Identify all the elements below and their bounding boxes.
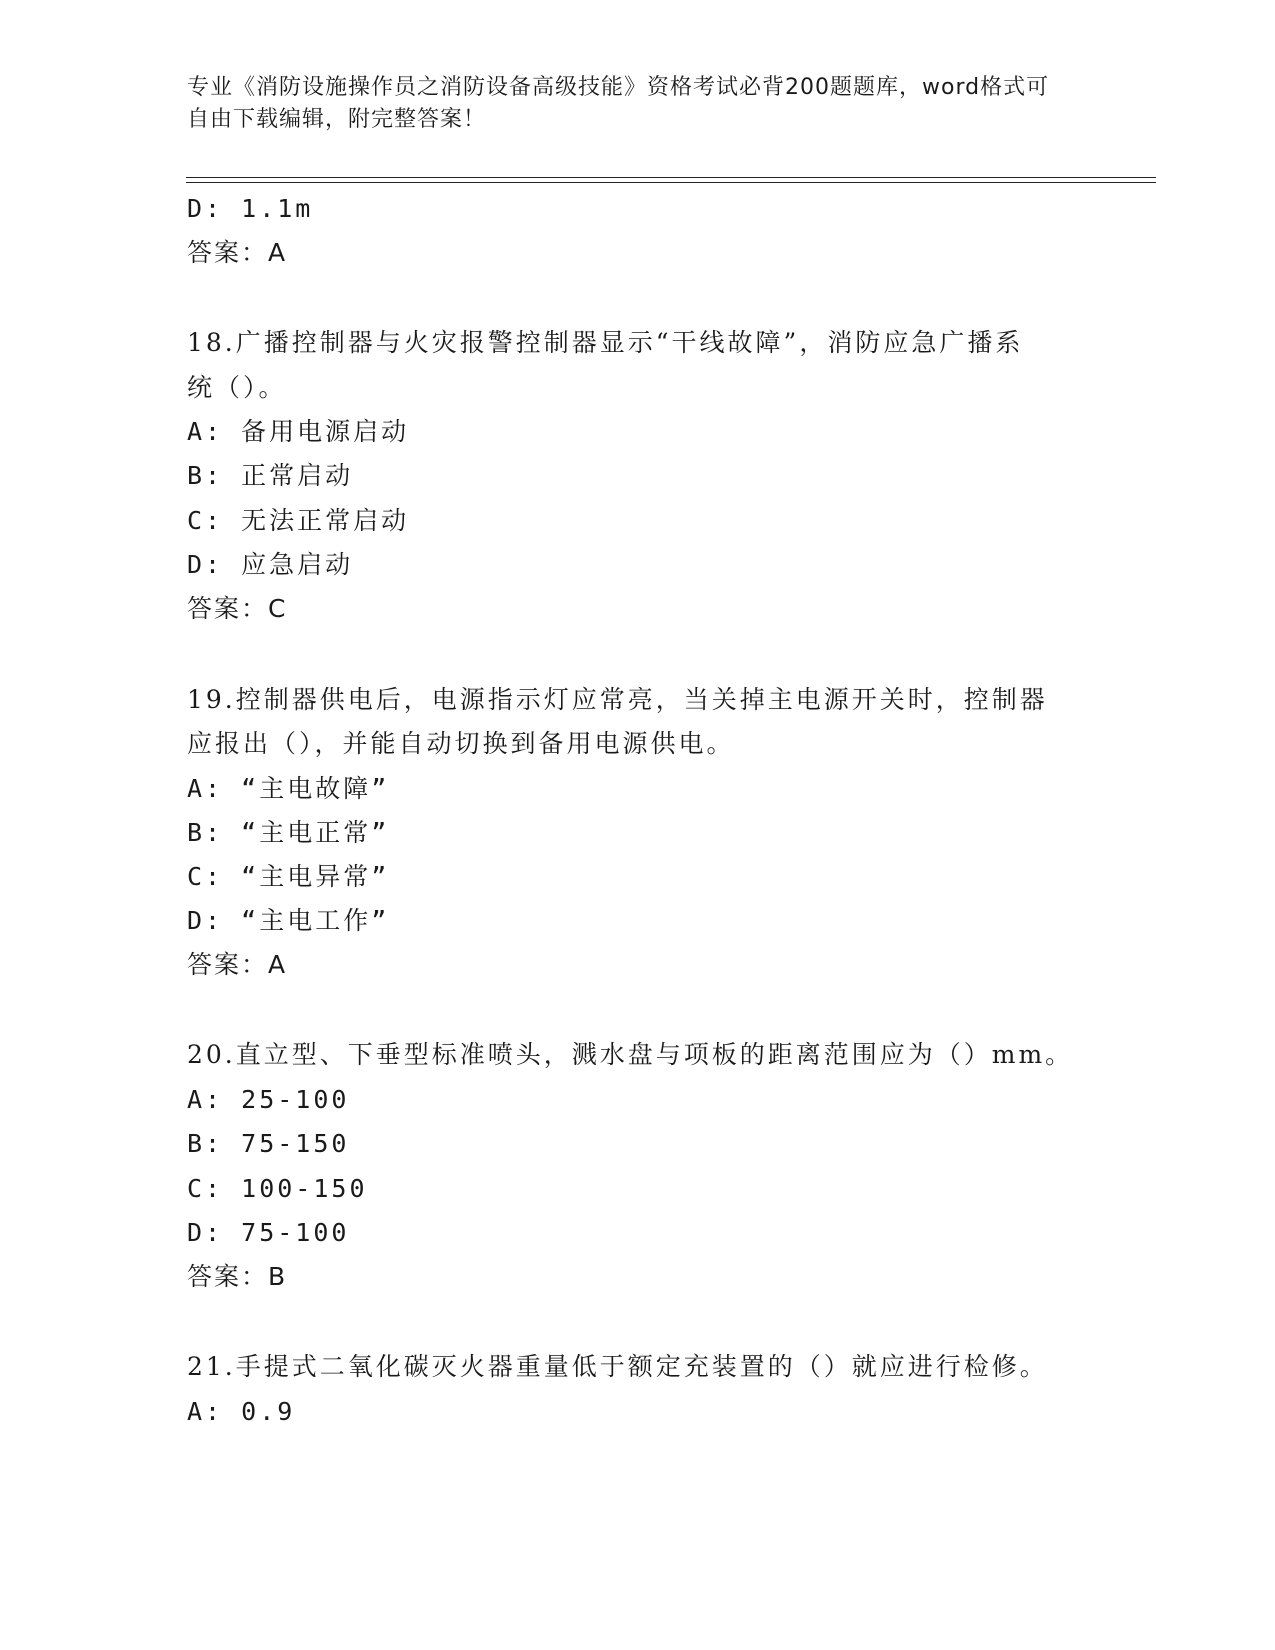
q18-option-a: A: 备用电源启动 (187, 417, 410, 446)
q18-option-c: C: 无法正常启动 (187, 506, 410, 535)
document-header: 专业《消防设施操作员之消防设备高级技能》资格考试必背200题题库，word格式可自由下载编辑，附完整答案！ (187, 75, 1050, 132)
q20-stem-line1: 20.直立型、下垂型标准喷头，溅水盘与项板的距离范围应为（）mm。 (187, 1040, 1074, 1069)
q19-option-d: D: “主电工作” (187, 906, 390, 935)
q19-option-b: B: “主电正常” (187, 818, 390, 847)
prev-answer: 答案：A (187, 238, 288, 267)
prev-option-d: D: 1.1m (187, 194, 314, 223)
q18-stem-line1: 18.广播控制器与火灾报警控制器显示“干线故障”，消防应急广播系 (187, 328, 1024, 357)
q19-stem-line1: 19.控制器供电后，电源指示灯应常亮，当关掉主电源开关时，控制器 (187, 685, 1048, 714)
header-rule-top (186, 177, 1156, 178)
q19-stem-line2: 应报出（），并能自动切换到备用电源供电。 (187, 729, 735, 758)
q18-option-d: D: 应急启动 (187, 550, 354, 579)
q20-option-d: D: 75-100 (187, 1218, 350, 1247)
q19-option-c: C: “主电异常” (187, 862, 390, 891)
header-rule-bottom (186, 182, 1156, 183)
q18-option-b: B: 正常启动 (187, 461, 354, 490)
q21-stem-line1: 21.手提式二氧化碳灭火器重量低于额定充装置的（）就应进行检修。 (187, 1352, 1048, 1381)
q19-answer: 答案：A (187, 950, 288, 979)
q20-answer: 答案：B (187, 1262, 288, 1291)
q19-option-a: A: “主电故障” (187, 774, 390, 803)
q20-option-c: C: 100-150 (187, 1174, 368, 1203)
q20-option-b: B: 75-150 (187, 1129, 350, 1158)
q21-option-a: A: 0.9 (187, 1397, 296, 1426)
q18-answer: 答案：C (187, 594, 288, 623)
q18-stem-line2: 统（）。 (187, 373, 287, 402)
q20-option-a: A: 25-100 (187, 1085, 350, 1114)
